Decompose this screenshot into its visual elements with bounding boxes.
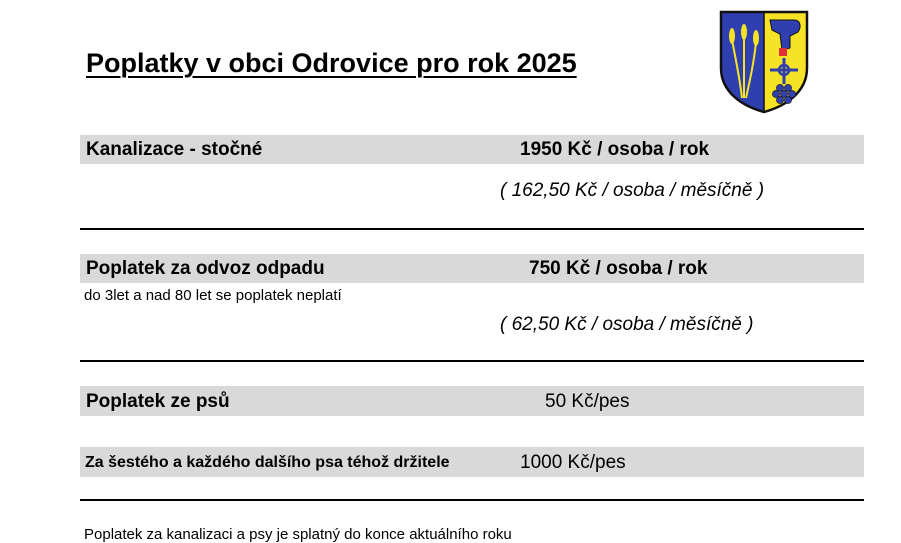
sixth-dog-price: 1000 Kč/pes bbox=[520, 452, 626, 473]
waste-price: 750 Kč / osoba / rok bbox=[529, 258, 708, 279]
divider bbox=[80, 499, 864, 501]
waste-monthly: ( 62,50 Kč / osoba / měsíčně ) bbox=[500, 314, 754, 335]
sewage-label: Kanalizace - stočné bbox=[86, 139, 263, 160]
sixth-dog-label: Za šestého a každého dalšího psa téhož držitele bbox=[85, 454, 450, 471]
municipal-crest-icon bbox=[718, 10, 810, 114]
waste-note: do 3let a nad 80 let se poplatek neplatí bbox=[84, 287, 342, 304]
waste-label: Poplatek za odvoz odpadu bbox=[86, 258, 325, 279]
sewage-monthly: ( 162,50 Kč / osoba / měsíčně ) bbox=[500, 180, 765, 201]
sewage-price: 1950 Kč / osoba / rok bbox=[520, 139, 710, 160]
dogs-label: Poplatek ze psů bbox=[86, 391, 230, 412]
divider bbox=[80, 360, 864, 362]
divider bbox=[80, 228, 864, 230]
page-title: Poplatky v obci Odrovice pro rok 2025 bbox=[86, 48, 577, 78]
footer-note: Poplatek za kanalizaci a psy je splatný do konce aktuálního roku bbox=[84, 526, 512, 543]
dogs-price: 50 Kč/pes bbox=[545, 391, 630, 412]
